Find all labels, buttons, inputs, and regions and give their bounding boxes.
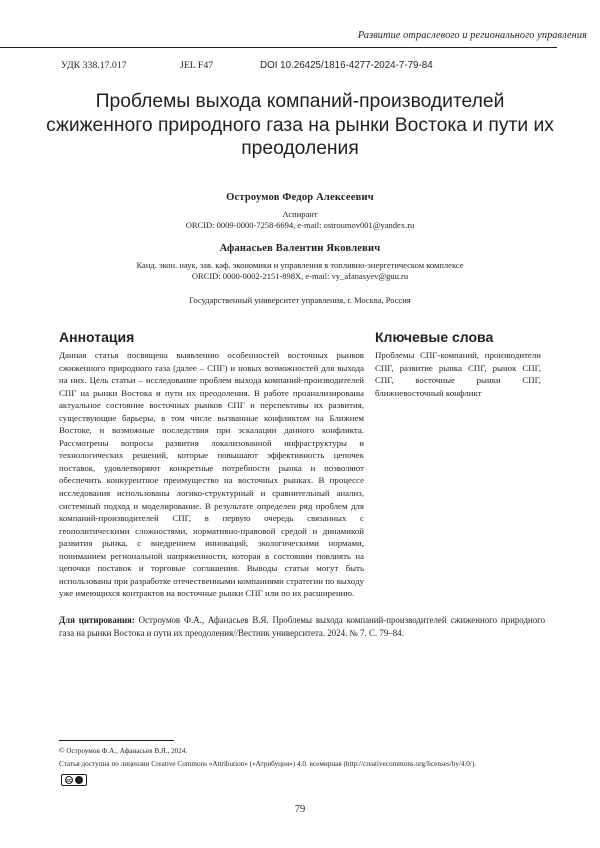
citation-label: Для цитирования: <box>59 615 135 625</box>
page-number: 79 <box>294 804 306 815</box>
copyright-note: © Остроумов Ф.А., Афанасьев В.Я., 2024. <box>59 747 188 755</box>
udk-code: УДК 338.17.017 <box>61 60 127 71</box>
keywords-heading: Ключевые слова <box>375 329 494 345</box>
author-contacts-2: ORCID: 0000-0002-2151-898X, e-mail: vy_afanasyev@guu.ru <box>191 271 409 281</box>
abstract-heading: Аннотация <box>59 329 135 345</box>
affiliation: Государственный университет управления, г. Москва, Россия <box>189 295 411 305</box>
attribution-icon <box>75 776 83 784</box>
license-note: Статья доступна по лицензии Creative Commons «Attribution» («Атрибуция») 4.0. всемирная (http://creativecommons.org/licenses/by/4.0/). <box>59 760 477 768</box>
cc-icon: cc <box>66 778 72 784</box>
citation-text: Остроумов Ф.А., Афанасьев В.Я. Проблемы выхода компаний-производителей сжиженного природного газа на рынки Востока и пути их преодоления//Вестник университета. 2024. № 7. С. 79–84. <box>59 615 546 638</box>
author-name-2: Афанасьев Валентин Яковлевич <box>219 243 381 254</box>
footnote-rule <box>59 740 174 741</box>
author-contacts-1: ORCID: 0009-0000-7258-6694, e-mail: ostroumov001@yandex.ru <box>185 220 415 230</box>
running-header-section: Развитие отраслевого и регионального управления <box>357 30 587 41</box>
author-name-1: Остроумов Федор Алексеевич <box>226 192 374 203</box>
citation-block <box>59 614 545 639</box>
keywords-text: Проблемы СПГ-компаний, производители СПГ, развитие рынка СПГ, рынок СПГ, СПГ, восточные рынки СПГ, ближневосточный конфликт <box>375 350 541 398</box>
abstract-text: Данная статья посвящена выявлению особенностей восточных рынков сжиженного природного газа (далее – СПГ) и новых возможностей для выхода на них. Цель статьи – исследование проблем выхода компаний-производителей СПГ на рынки Востока и пути их преодоления. В работе проанализированы актуальное состояние восточных рынков СПГ и перспективы их развития, существующие барьеры, в том числе вызванные конфликтом на Ближнем Востоке, и возможные последствия при эскалации данного конфликта. Рассмотрены вопросы развития локализованной инфраструктуры и технологических решений, которые повышают эффективность цепочек поставок, удовлетворяют конкретные потребности рынка и позволяют обеспечить конкурентное преимущество на восточных рынках. В процессе исследования использованы логико-структурный и сравнительный анализ, системный подход и моделирование. В результате определен ряд проблем для компаний-производителей СПГ, в первую очередь связанных с геополитическими сложностями, нормативно-правовой средой и динамикой развития рынка, с внедрением инноваций, экологическими нормами, пониманием региональной напряженности, которая в состоянии повлиять на цепочки поставок и торговые соглашения. Выводы статьи могут быть использованы при разработке отечественными компаниями стратегии по выходу уже имеющихся контрактов на восточные рынки СПГ или по их расширению. <box>59 350 364 599</box>
cc-by-license-icon[interactable] <box>61 774 87 786</box>
author-position-1: Аспирант <box>282 209 318 219</box>
jel-code: JEL F47 <box>180 60 214 71</box>
doi-link[interactable]: DOI 10.26425/1816-4277-2024-7-79-84 <box>260 60 433 71</box>
author-position-2: Канд. экон. наук, зав. каф. экономики и управления в топливно-энергетическом комплексе <box>136 260 464 270</box>
article-title: Проблемы выхода компаний-производителей сжиженного природного газа на рынки Востока и пути их преодоления <box>46 91 554 160</box>
